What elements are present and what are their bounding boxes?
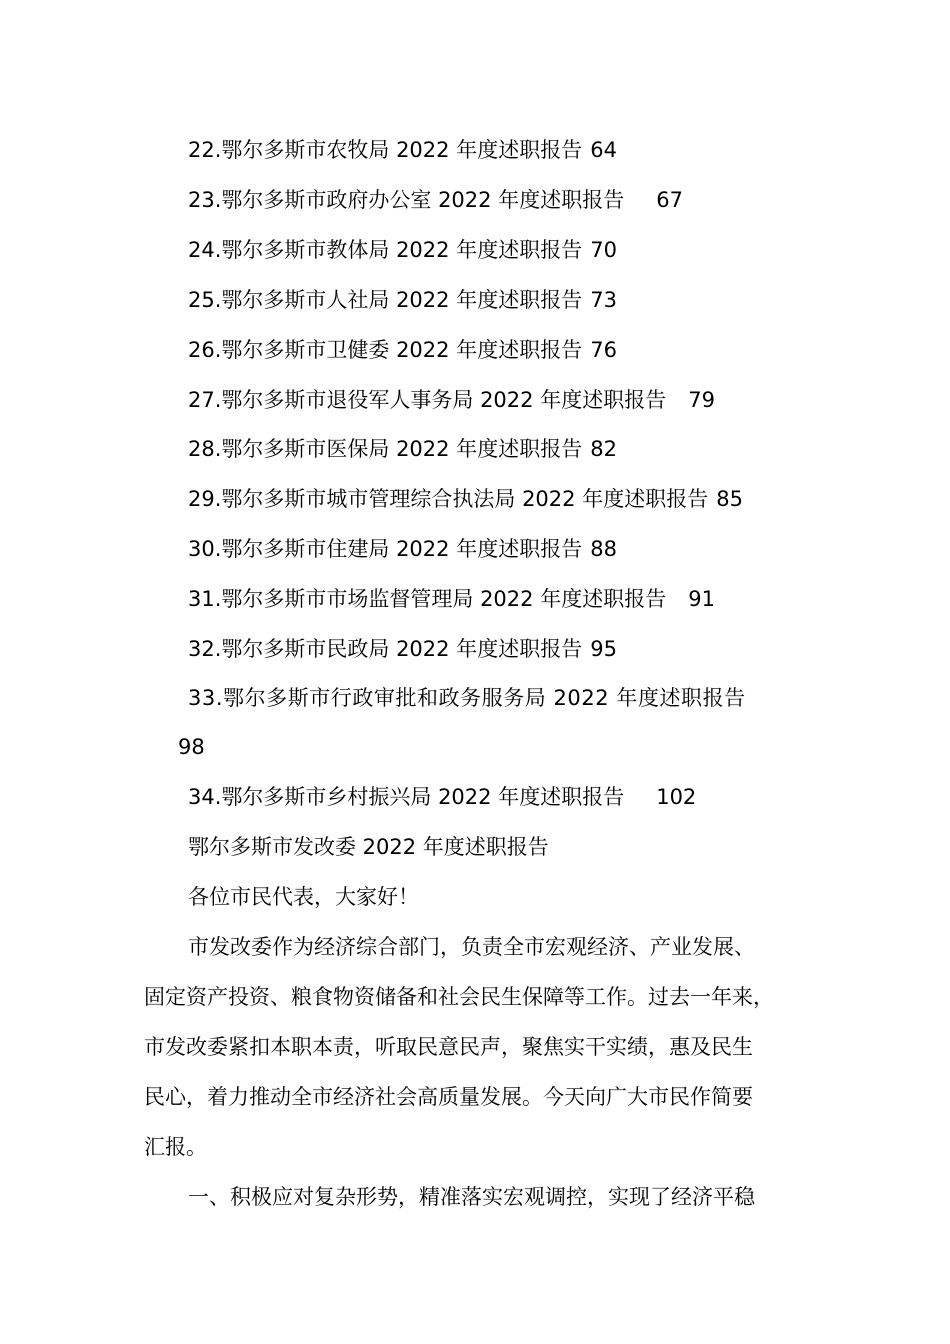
toc-entry-page-number: 76 <box>590 338 617 362</box>
toc-entry-page-number: 73 <box>590 288 617 312</box>
paragraph-line: 汇报。 <box>144 1135 207 1159</box>
toc-entry[interactable] <box>188 335 617 365</box>
toc-entry-title: 33.鄂尔多斯市行政审批和政务服务局 2022 年度述职报告 <box>188 686 746 710</box>
toc-entry[interactable] <box>188 235 617 265</box>
toc-entry-title: 30.鄂尔多斯市住建局 2022 年度述职报告 <box>188 537 583 561</box>
toc-entry-page-number: 102 <box>656 785 697 809</box>
toc-entry[interactable] <box>188 285 617 315</box>
paragraph-line: 民心，着力推动全市经济社会高质量发展。今天向广大市民作简要 <box>144 1085 753 1109</box>
toc-entry[interactable] <box>188 634 617 664</box>
paragraph-line: 市发改委作为经济综合部门，负责全市宏观经济、产业发展、 <box>188 935 755 959</box>
toc-entry-title: 25.鄂尔多斯市人社局 2022 年度述职报告 <box>188 288 583 312</box>
toc-entry-page-number: 85 <box>716 487 743 511</box>
toc-entry-page-number: 88 <box>590 537 617 561</box>
toc-entry-title: 27.鄂尔多斯市退役军人事务局 2022 年度述职报告 <box>188 388 667 412</box>
toc-entry-page-number: 64 <box>590 138 617 162</box>
toc-entry[interactable] <box>188 185 683 215</box>
paragraph-line: 固定资产投资、粮食物资储备和社会民生保障等工作。过去一年来， <box>144 985 774 1009</box>
toc-entry-page-number: 67 <box>656 188 683 212</box>
toc-entry[interactable] <box>188 534 617 564</box>
toc-entry[interactable] <box>188 385 715 415</box>
toc-entry-page-number: 91 <box>688 587 715 611</box>
greeting-line: 各位市民代表，大家好！ <box>188 885 419 909</box>
toc-entry-title: 22.鄂尔多斯市农牧局 2022 年度述职报告 <box>188 138 583 162</box>
toc-entry-page-number: 70 <box>590 238 617 262</box>
toc-entry-title: 28.鄂尔多斯市医保局 2022 年度述职报告 <box>188 437 583 461</box>
toc-entry-title: 34.鄂尔多斯市乡村振兴局 2022 年度述职报告 <box>188 785 625 809</box>
toc-entry-title: 23.鄂尔多斯市政府办公室 2022 年度述职报告 <box>188 188 625 212</box>
toc-entry-33[interactable] <box>188 683 746 713</box>
report-heading: 鄂尔多斯市发改委 2022 年度述职报告 <box>188 835 549 859</box>
toc-entry[interactable] <box>188 584 715 614</box>
toc-entry-title: 32.鄂尔多斯市民政局 2022 年度述职报告 <box>188 637 583 661</box>
toc-entry-page-number: 95 <box>590 637 617 661</box>
toc-entry-title: 29.鄂尔多斯市城市管理综合执法局 2022 年度述职报告 <box>188 487 709 511</box>
toc-entry[interactable] <box>188 135 617 165</box>
toc-entry-title: 24.鄂尔多斯市教体局 2022 年度述职报告 <box>188 238 583 262</box>
toc-entry-title: 26.鄂尔多斯市卫健委 2022 年度述职报告 <box>188 338 583 362</box>
toc-entry-page-number: 79 <box>688 388 715 412</box>
toc-entry-34[interactable] <box>188 782 696 812</box>
toc-entry-page-number: 82 <box>590 437 617 461</box>
toc-entry[interactable] <box>188 484 743 514</box>
toc-entry-page-number: 98 <box>178 735 205 759</box>
toc-entry[interactable] <box>188 434 617 464</box>
paragraph-line: 市发改委紧扣本职本责，听取民意民声，聚焦实干实绩，惠及民生 <box>144 1035 753 1059</box>
section-heading-1: 一、积极应对复杂形势，精准落实宏观调控，实现了经济平稳 <box>188 1185 755 1209</box>
toc-entry-title: 31.鄂尔多斯市市场监督管理局 2022 年度述职报告 <box>188 587 667 611</box>
